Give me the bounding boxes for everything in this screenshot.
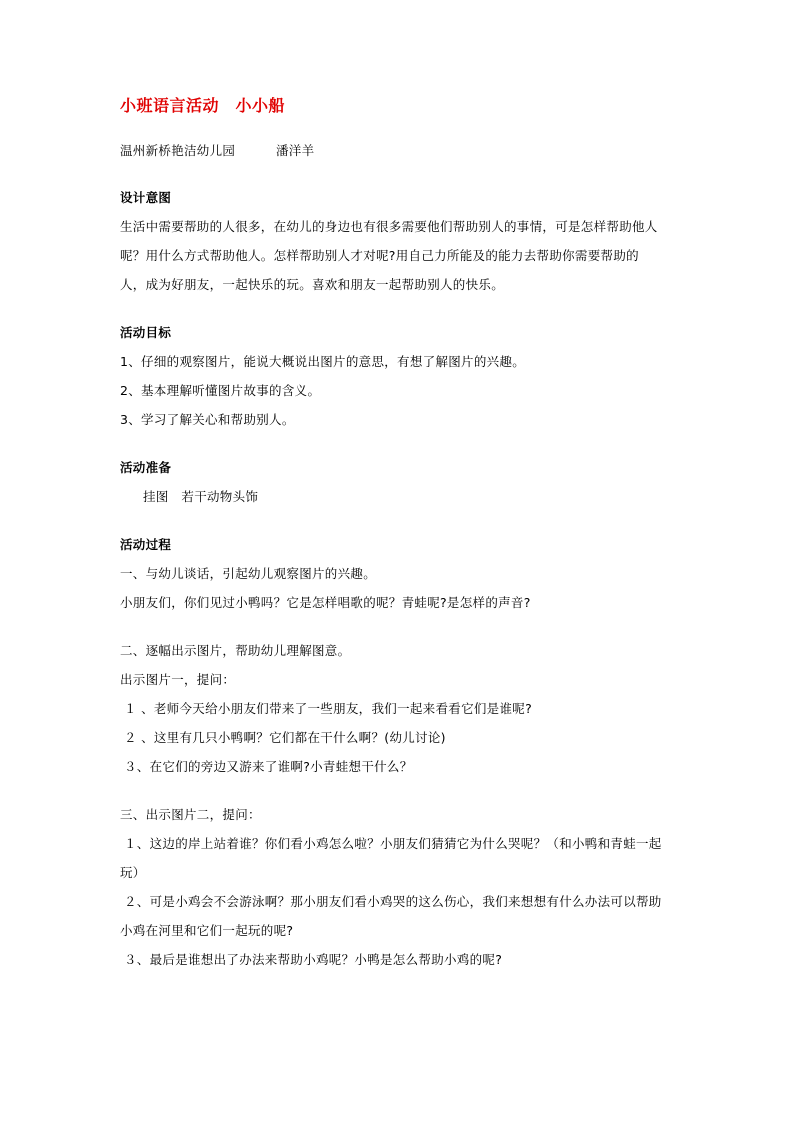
author-name: 潘洋羊 bbox=[276, 143, 315, 158]
process-question: ３、在它们的旁边又游来了谁啊?小青蛙想干什么？ bbox=[124, 759, 413, 774]
section-heading-design: 设计意图 bbox=[120, 190, 172, 205]
process-line: 出示图片一，提问： bbox=[120, 672, 236, 687]
goal-item: 1、仔细的观察图片，能说大概说出图片的意思，有想了解图片的兴趣。 bbox=[120, 354, 526, 369]
process-step-heading: 三、出示图片二，提问： bbox=[120, 807, 261, 822]
process-line: 小朋友们，你们见过小鸭吗？它是怎样唱歌的呢？青蛙呢?是怎样的声音? bbox=[120, 595, 531, 610]
design-line: 人，成为好朋友，一起快乐的玩。喜欢和朋友一起帮助别人的快乐。 bbox=[120, 277, 505, 292]
design-line: 生活中需要帮助的人很多，在幼儿的身边也有很多需要他们帮助别人的事情，可是怎样帮助他人 bbox=[120, 219, 658, 234]
section-heading-goals: 活动目标 bbox=[120, 325, 172, 340]
process-step-heading: 二、逐幅出示图片，帮助幼儿理解图意。 bbox=[120, 643, 351, 658]
document-title: 小班语言活动 小小船 bbox=[120, 96, 286, 115]
author-school: 温州新桥艳洁幼儿园 bbox=[120, 143, 236, 158]
prep-materials: 挂图 若干动物头饰 bbox=[143, 489, 259, 504]
process-question: ２、可是小鸡会不会游泳啊？那小朋友们看小鸡哭的这么伤心，我们来想想有什么办法可以帮助 bbox=[124, 894, 662, 909]
process-step-heading: 一、与幼儿谈话，引起幼儿观察图片的兴趣。 bbox=[120, 566, 377, 581]
process-question: １ 、老师今天给小朋友们带来了一些朋友，我们一起来看看它们是谁呢? bbox=[124, 701, 533, 716]
process-question: １、这边的岸上站着谁？你们看小鸡怎么啦？小朋友们猜猜它为什么哭呢？（和小鸭和青蛙一起 bbox=[124, 836, 662, 851]
process-question-cont: 小鸡在河里和它们一起玩的呢? bbox=[120, 923, 294, 938]
process-question: ２ 、这里有几只小鸭啊？它们都在干什么啊？(幼儿讨论) bbox=[124, 730, 446, 745]
section-heading-process: 活动过程 bbox=[120, 537, 172, 552]
goal-item: 3、学习了解关心和帮助别人。 bbox=[120, 412, 295, 427]
process-question: ３、最后是谁想出了办法来帮助小鸡呢？小鸭是怎么帮助小鸡的呢? bbox=[124, 952, 503, 967]
goal-item: 2、基本理解听懂图片故事的含义。 bbox=[120, 383, 321, 398]
section-heading-prep: 活动准备 bbox=[120, 460, 172, 475]
design-line: 呢？用什么方式帮助他人。怎样帮助别人才对呢?用自己力所能及的能力去帮助你需要帮助的 bbox=[120, 248, 639, 263]
process-question-cont: 玩） bbox=[120, 865, 146, 880]
